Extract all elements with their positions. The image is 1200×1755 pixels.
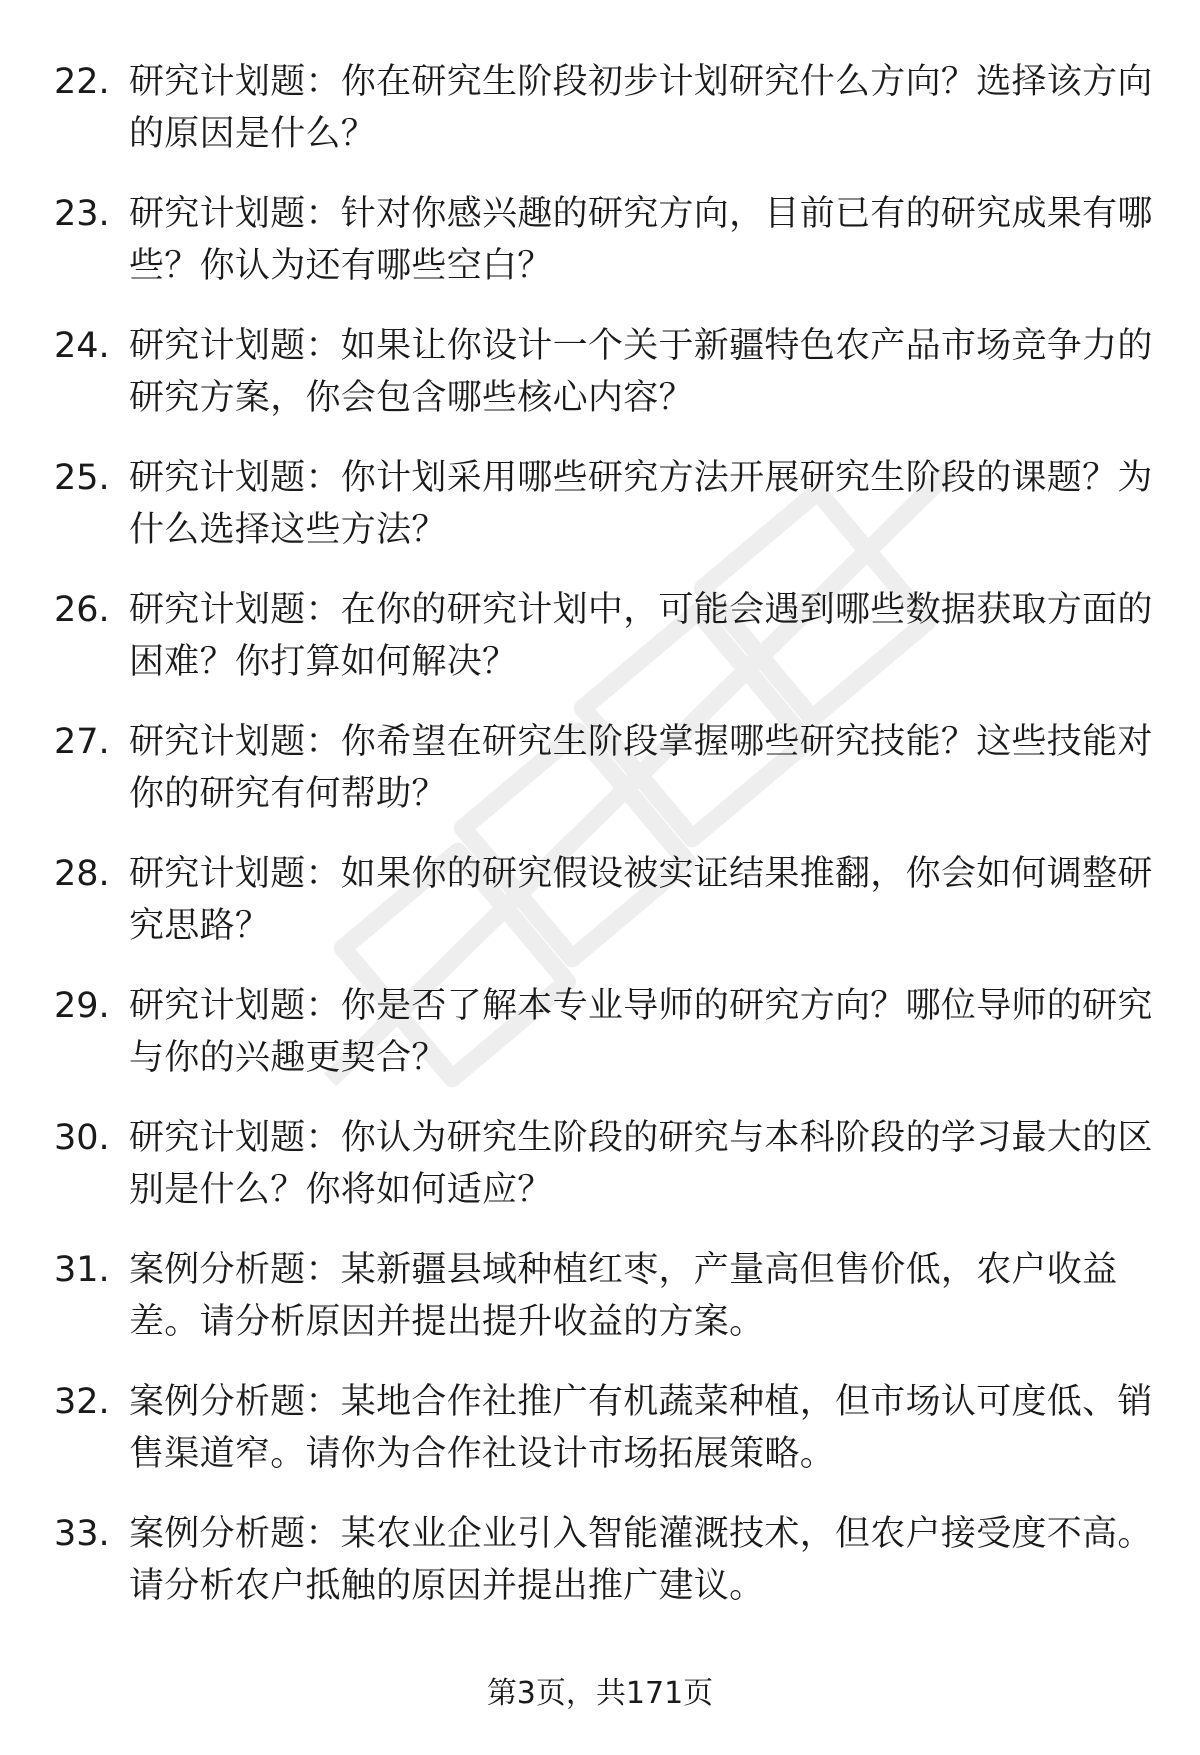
question-number: 26. — [54, 590, 110, 630]
page-number: 第3页，共171页 — [486, 1676, 714, 1711]
question-number: 27. — [54, 722, 110, 762]
question-item — [0, 452, 1200, 584]
question-number: 31. — [54, 1250, 110, 1290]
question-text: 研究计划题：你在研究生阶段初步计划研究什么方向？选择该方向的原因是什么？ — [129, 62, 1153, 154]
question-item — [0, 848, 1200, 980]
question-item — [0, 56, 1200, 188]
question-item — [0, 320, 1200, 452]
question-text: 研究计划题：你认为研究生阶段的研究与本科阶段的学习最大的区别是什么？你将如何适应？ — [129, 1118, 1153, 1210]
question-number: 22. — [54, 62, 110, 102]
question-number: 32. — [54, 1382, 110, 1422]
question-number: 25. — [54, 458, 110, 498]
question-text: 研究计划题：如果让你设计一个关于新疆特色农产品市场竞争力的研究方案，你会包含哪些核心内容？ — [129, 326, 1153, 418]
question-number: 28. — [54, 854, 110, 894]
question-number: 29. — [54, 986, 110, 1026]
question-item — [0, 1376, 1200, 1508]
question-item — [0, 716, 1200, 848]
question-item — [0, 1112, 1200, 1244]
question-item — [0, 188, 1200, 320]
question-number: 33. — [54, 1514, 110, 1554]
question-number: 30. — [54, 1118, 110, 1158]
question-text: 研究计划题：你计划采用哪些研究方法开展研究生阶段的课题？为什么选择这些方法？ — [129, 458, 1153, 550]
question-number: 24. — [54, 326, 110, 366]
question-number: 23. — [54, 194, 110, 234]
question-text: 研究计划题：如果你的研究假设被实证结果推翻，你会如何调整研究思路？ — [129, 854, 1153, 946]
question-text: 研究计划题：你希望在研究生阶段掌握哪些研究技能？这些技能对你的研究有何帮助？ — [129, 722, 1153, 814]
question-text: 研究计划题：针对你感兴趣的研究方向，目前已有的研究成果有哪些？你认为还有哪些空白？ — [129, 194, 1153, 286]
question-item — [0, 584, 1200, 716]
question-item — [0, 1508, 1200, 1640]
question-list — [0, 56, 1200, 1640]
question-text: 案例分析题：某地合作社推广有机蔬菜种植，但市场认可度低、销售渠道窄。请你为合作社设计市场拓展策略。 — [129, 1382, 1153, 1474]
question-text: 案例分析题：某农业企业引入智能灌溉技术，但农户接受度不高。请分析农户抵触的原因并提出推广建议。 — [129, 1514, 1153, 1606]
question-text: 研究计划题：在你的研究计划中，可能会遇到哪些数据获取方面的困难？你打算如何解决？ — [129, 590, 1153, 682]
question-text: 研究计划题：你是否了解本专业导师的研究方向？哪位导师的研究与你的兴趣更契合？ — [129, 986, 1153, 1078]
question-item — [0, 980, 1200, 1112]
question-item — [0, 1244, 1200, 1376]
question-text: 案例分析题：某新疆县域种植红枣，产量高但售价低，农户收益差。请分析原因并提出提升收益的方案。 — [129, 1250, 1118, 1342]
